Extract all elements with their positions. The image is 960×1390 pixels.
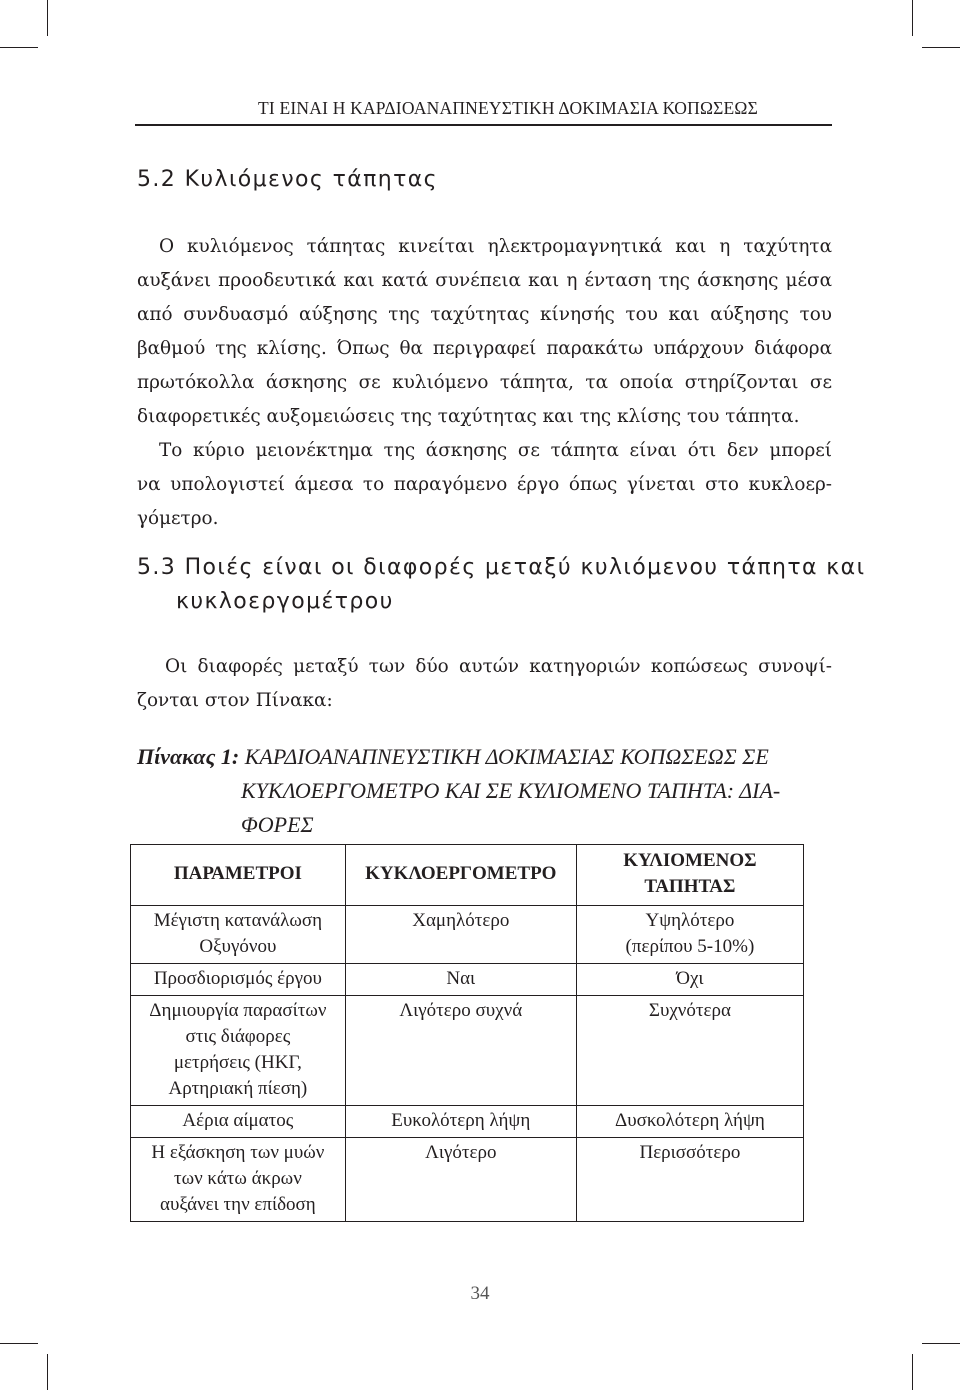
table-row (131, 964, 804, 996)
table-cell: Δυσκολότερη λήψη (576, 1106, 803, 1138)
table-cell: Ευκολότερη λήψη (345, 1106, 576, 1138)
page-number: 34 (470, 1283, 490, 1304)
text-line: Το κύριο μειονέκτημα της άσκησης σε τάπητα είναι ότι δεν μπορεί (159, 440, 832, 461)
table-caption-title: ΚΥΚΛΟΕΡΓΟΜΕΤΡΟ ΚΑΙ ΣΕ ΚΥΛΙΟΜΕΝΟ ΤΑΠΗΤΑ: ΔΙΑ- (241, 778, 781, 803)
table-cell: Λιγότερο συχνά (345, 996, 576, 1106)
table-cell: Προσδιορισμός έργου (131, 964, 346, 996)
table-row (131, 996, 804, 1106)
table-caption-title: ΚΑΡΔΙΟΑΝΑΠΝΕΥΣΤΙΚΗ ΔΟΚΙΜΑΣΙΑΣ ΚΟΠΩΣΕΩΣ ΣΕ (244, 744, 769, 769)
section-5-3-paragraph (137, 650, 832, 718)
table-caption-label: Πίνακας 1: (137, 744, 240, 769)
table-caption (137, 740, 837, 842)
text-line: γόμετρο. (137, 508, 219, 529)
table-header-row (131, 845, 804, 906)
section-5-3-heading: 5.3 Ποιές είναι οι διαφορές μεταξύ κυλιόμενου τάπητα και (137, 555, 866, 580)
text-line: αυξάνει προοδευτικά και κατά συνέπεια και η ένταση της άσκησης μέσα (137, 270, 832, 291)
table-cell: Υψηλότερο (περίπου 5-10%) (576, 906, 803, 964)
crop-mark (922, 47, 960, 48)
text-line: από συνδυασμό αύξησης της ταχύτητας κίνησής του και αύξησης του (137, 304, 832, 325)
crop-mark (0, 47, 38, 48)
text-line: Ο κυλιόμενος τάπητας κινείται ηλεκτρομαγνητικά και η ταχύτητα (159, 236, 832, 257)
header-rule (135, 124, 832, 126)
section-5-3-heading-continued: κυκλοεργομέτρου (176, 589, 394, 614)
column-header: ΠΑΡΑΜΕΤΡΟΙ (131, 845, 346, 906)
column-header: ΚΥΛΙΟΜΕΝΟΣ ΤΑΠΗΤΑΣ (576, 845, 803, 906)
table-row (131, 1138, 804, 1222)
text-line: Οι διαφορές μεταξύ των δύο αυτών κατηγοριών κοπώσεως συνοψί- (165, 656, 832, 677)
crop-mark (912, 0, 913, 36)
table-cell: Χαμηλότερο (345, 906, 576, 964)
section-5-2-heading: 5.2 Κυλιόμενος τάπητας (137, 167, 438, 192)
crop-mark (47, 1354, 48, 1390)
table-caption-title: ΦΟΡΕΣ (241, 812, 314, 837)
running-head: ΤΙ ΕΙΝΑΙ Η ΚΑΡΔΙΟΑΝΑΠΝΕΥΣΤΙΚΗ ΔΟΚΙΜΑΣΙΑ ΚΟΠΩΣΕΩΣ (258, 98, 759, 118)
table-cell: Ναι (345, 964, 576, 996)
column-header: ΚΥΚΛΟΕΡΓΟΜΕΤΡΟ (345, 845, 576, 906)
table-row (131, 1106, 804, 1138)
section-5-2-paragraph (137, 230, 832, 536)
table-cell: Δημιουργία παρασίτων στις διάφορες μετρήσεις (ΗΚΓ, Αρτηριακή πίεση) (131, 996, 346, 1106)
crop-mark (912, 1354, 913, 1390)
text-line: πρωτόκολλα άσκησης σε κυλιόμενο τάπητα, τα οποία στηρίζονται σε (137, 372, 832, 393)
comparison-table (130, 844, 804, 1222)
crop-mark (47, 0, 48, 36)
table-cell: Μέγιστη κατανάλωση Οξυγόνου (131, 906, 346, 964)
text-line: ζονται στον Πίνακα: (137, 690, 333, 711)
text-line: να υπολογιστεί άμεσα το παραγόμενο έργο όπως γίνεται στο κυκλοερ- (137, 474, 832, 495)
crop-mark (0, 1343, 38, 1344)
table-cell: Λιγότερο (345, 1138, 576, 1222)
table-row (131, 906, 804, 964)
crop-mark (922, 1343, 960, 1344)
table-cell: Περισσότερο (576, 1138, 803, 1222)
table-cell: Η εξάσκηση των μυών των κάτω άκρων αυξάνει την επίδοση (131, 1138, 346, 1222)
text-line: διαφορετικές αυξομειώσεις της ταχύτητας και της κλίσης του τάπητα. (137, 406, 800, 427)
table-cell: Συχνότερα (576, 996, 803, 1106)
table-cell: Όχι (576, 964, 803, 996)
text-line: βαθμού της κλίσης. Όπως θα περιγραφεί παρακάτω υπάρχουν διάφορα (137, 338, 832, 359)
table-cell: Αέρια αίματος (131, 1106, 346, 1138)
